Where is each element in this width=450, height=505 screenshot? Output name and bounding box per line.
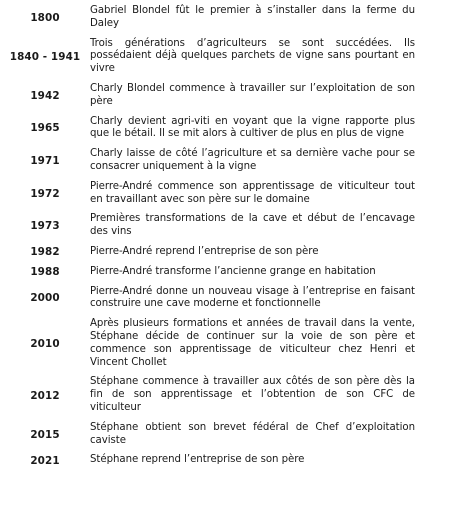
timeline-entry [0,286,450,312]
entry-year: 2015 [30,428,60,441]
entry-text: Pierre-André commence son apprentissage de viticulteur tout en travaillant avec son père sur le domaine [90,180,415,205]
entry-year: 2012 [30,389,60,402]
entry-year: 1971 [30,154,60,167]
entry-year: 2021 [30,454,60,467]
entry-year: 1973 [30,220,60,233]
entry-text: Charly laisse de côté l’agriculture et sa dernière vache pour se consacrer uniquement à la vigne [90,148,415,172]
timeline-entry [0,246,450,259]
entry-year: 2000 [30,292,60,305]
entry-text: Pierre-André transforme l’ancienne grange en habitation [90,265,376,277]
entry-text: Stéphane commence à travailler aux côtés de son père dès la fin de son apprentissage et l’obtention de son CFC de viticulteur [90,376,415,413]
entry-year: 1988 [30,266,60,279]
timeline-entry [0,376,450,414]
timeline-entry [0,181,450,207]
entry-text: Pierre-André donne un nouveau visage à l’entreprise en faisant construire une cave moderne et fonctionnelle [90,285,415,310]
timeline-entry [0,422,450,448]
entry-year: 1965 [30,122,60,135]
entry-text: Charly Blondel commence à travailler sur l’exploitation de son père [90,82,415,107]
entry-year: 1840 - 1941 [9,50,81,63]
entry-text: Après plusieurs formations et années de travail dans la vente, Stéphane décide de continuer sur la voie de son père et commence son apprentissage de viticulteur chez Henri et Vincent Chollet [90,318,415,368]
entry-year: 1800 [30,11,60,24]
timeline-entry [0,83,450,109]
timeline-entry [0,213,450,239]
timeline-entry [0,116,450,142]
entry-text: Stéphane obtient son brevet fédéral de Chef d’exploitation caviste [90,421,415,446]
timeline [0,5,450,474]
entry-text: Gabriel Blondel fût le premier à s’installer dans la ferme du Daley [90,5,415,29]
entry-year: 1972 [30,187,60,200]
entry-text: Charly devient agri-viti en voyant que la vigne rapporte plus que le bétail. Il se mit alors à cultiver de plus en plus de vigne [90,115,415,140]
entry-text: Trois générations d’agriculteurs se sont succédées. Ils possédaient déjà quelques parchets de vigne sans pourtant en vivre [90,37,415,75]
timeline-entry [0,5,450,31]
timeline-entry [0,38,450,76]
timeline-entry [0,266,450,279]
timeline-entry [0,148,450,174]
entry-year: 1982 [30,246,60,259]
timeline-entry [0,454,450,467]
entry-text: Premières transformations de la cave et début de l’encavage des vins [90,213,415,238]
timeline-entry [0,318,450,369]
entry-year: 1942 [30,89,60,102]
entry-year: 2010 [30,337,60,350]
entry-text: Stéphane reprend l’entreprise de son père [90,454,305,466]
entry-text: Pierre-André reprend l’entreprise de son père [90,245,319,257]
